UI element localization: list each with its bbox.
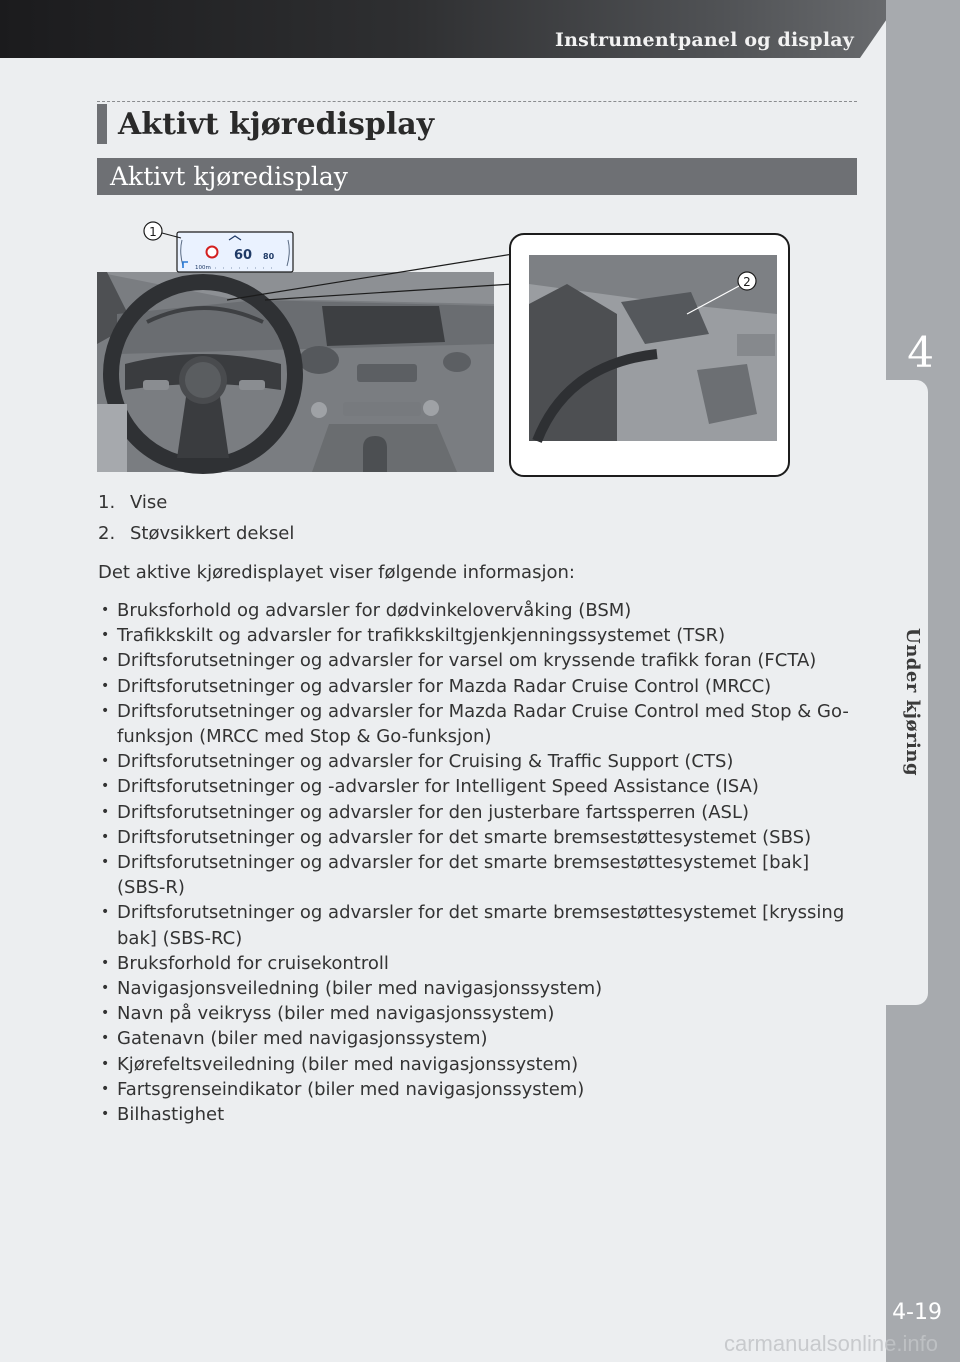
list-item: • Driftsforutsetninger og advarsler for det smarte bremsestøttesystemet [kryssing bak] (SBS-RC) (100, 900, 860, 950)
section-heading (97, 104, 434, 144)
list-item: • Bruksforhold for cruisekontroll (100, 951, 860, 976)
chapter-number: 4 (907, 328, 934, 377)
subsection-heading (97, 158, 857, 195)
list-item: • Kjørefeltsveiledning (biler med navigasjonssystem) (100, 1052, 860, 1077)
legend-text: Støvsikkert deksel (130, 523, 295, 544)
list-item: • Driftsforutsetninger og advarsler for Mazda Radar Cruise Control med Stop & Go-funksjon (MRCC med Stop & Go-funksjon) (100, 699, 860, 749)
subsection-title: Aktivt kjøredisplay (110, 162, 348, 191)
feature-list (100, 598, 860, 1127)
list-item: • Driftsforutsetninger og advarsler for det smarte bremsestøttesystemet (SBS) (100, 825, 860, 850)
list-item: • Driftsforutsetninger og advarsler for det smarte bremsestøttesystemet [bak] (SBS-R) (100, 850, 860, 900)
callout-1 (144, 222, 181, 240)
hud-limit: 80 (263, 252, 275, 261)
legend-text: Vise (130, 492, 168, 513)
chapter-label: Under kjøring (902, 628, 923, 777)
watermark-text: carmanualsonline.info (723, 1331, 938, 1356)
heading-accent-bar (97, 104, 107, 144)
list-item: • Trafikkskilt og advarsler for trafikkskiltgjenkjenningssystemet (TSR) (100, 623, 860, 648)
list-item: • Navigasjonsveiledning (biler med navigasjonssystem) (100, 976, 860, 1001)
section-divider (97, 101, 857, 102)
section-title: Aktivt kjøredisplay (118, 106, 435, 142)
list-item: • Gatenavn (biler med navigasjonssystem) (100, 1026, 860, 1051)
list-item: • Bilhastighet (100, 1102, 860, 1127)
hud-speed: 60 (234, 248, 253, 263)
list-item: • Driftsforutsetninger og advarsler for den justerbare fartssperren (ASL) (100, 800, 860, 825)
legend-number: 1. (98, 492, 116, 513)
list-item: • Driftsforutsetninger og advarsler for Cruising & Traffic Support (CTS) (100, 749, 860, 774)
legend-item-1 (98, 492, 167, 513)
header-title: Instrumentpanel og display (555, 29, 854, 51)
list-item: • Driftsforutsetninger og -advarsler for Intelligent Speed Assistance (ISA) (100, 774, 860, 799)
page-number: 4-19 (892, 1300, 942, 1325)
hud-distance: 100m (195, 265, 211, 271)
dashboard-photo (97, 272, 494, 472)
list-item: • Driftsforutsetninger og advarsler for varsel om kryssende trafikk foran (FCTA) (100, 648, 860, 673)
list-item: • Navn på veikryss (biler med navigasjonssystem) (100, 1001, 860, 1026)
cover-detail-inset (510, 234, 789, 476)
callout-2-label: 2 (743, 275, 751, 289)
list-item: • Driftsforutsetninger og advarsler for Mazda Radar Cruise Control (MRCC) (100, 674, 860, 699)
list-item: • Bruksforhold og advarsler for dødvinkelovervåking (BSM) (100, 598, 860, 623)
hud-display (177, 232, 293, 272)
dashboard-illustration (97, 214, 793, 480)
intro-text: Det aktive kjøredisplayet viser følgende informasjon: (98, 562, 575, 583)
callout-1-label: 1 (149, 225, 157, 239)
legend-number: 2. (98, 523, 116, 544)
legend-item-2 (98, 523, 294, 544)
list-item: • Fartsgrenseindikator (biler med navigasjonssystem) (100, 1077, 860, 1102)
